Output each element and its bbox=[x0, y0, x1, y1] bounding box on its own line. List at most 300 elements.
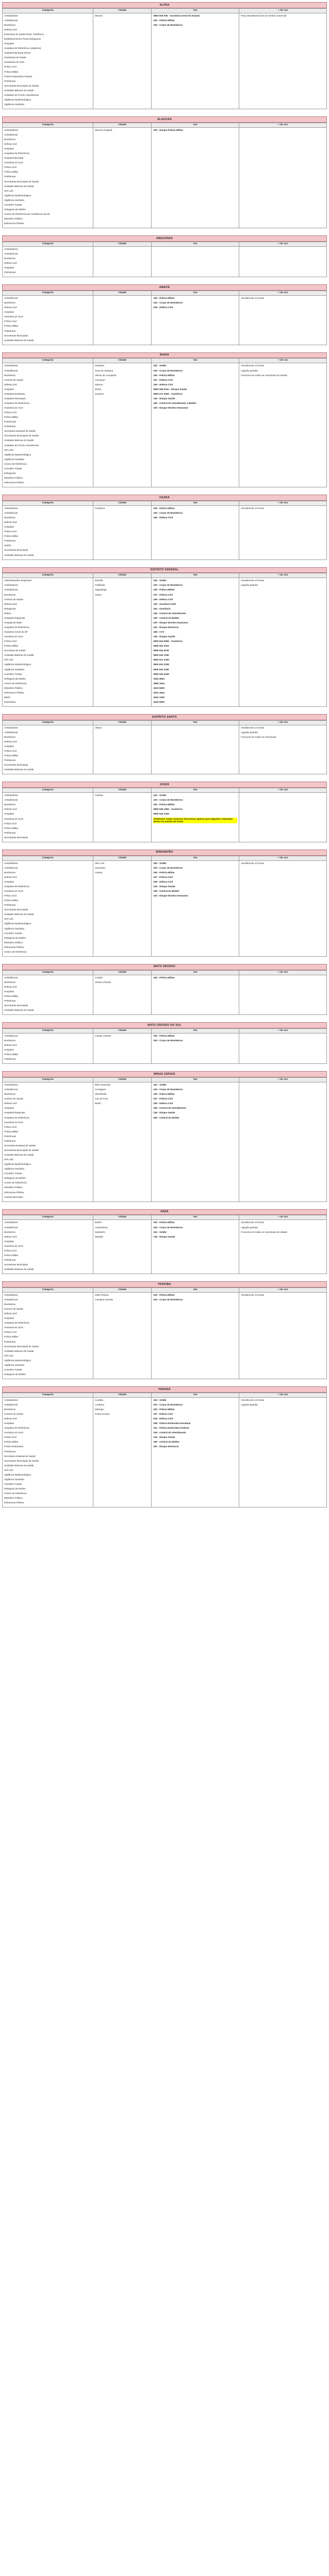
cell-line: Para atendimento fora do horário comercial bbox=[241, 14, 287, 17]
cell-line: Vigilância Epidemiológica bbox=[4, 453, 31, 456]
cell-line: 181 - Disque Denúncia bbox=[153, 1445, 179, 1448]
cell-line: Ambulatórios bbox=[4, 506, 18, 510]
cell-line: Cuiabá bbox=[95, 976, 103, 979]
cell-line: Unidades Básicas de Saúde bbox=[4, 768, 34, 771]
cell-line: Polícia Civil bbox=[4, 894, 17, 897]
cell-line: 191 - Polícia Rodoviária Federal bbox=[153, 1427, 189, 1430]
extra-cell bbox=[239, 578, 327, 707]
cell-line: Defesa Civil bbox=[4, 143, 17, 145]
cell-line: Bombeiros bbox=[4, 257, 15, 260]
cell-line: ATENÇÃO: Estes números funcionam apenas para ligações realizadas dentro do estado de Goiás bbox=[153, 818, 237, 824]
cell-line: Secretaria de Saúde bbox=[4, 649, 26, 652]
voice-cell bbox=[152, 1220, 239, 1274]
cell-line: Vigilância Epidemiológica bbox=[4, 663, 31, 666]
cell-line: Prefeituras bbox=[4, 329, 16, 332]
cell-line: Bombeiros bbox=[4, 301, 15, 304]
cell-line: Hospitais de Referência bbox=[4, 625, 29, 629]
cell-line: Polícia Rodoviária Federal bbox=[4, 75, 32, 78]
column-header: + de voz bbox=[239, 1028, 327, 1033]
cell-line: Ouvidorias do SUS bbox=[4, 61, 25, 64]
column-header: + de voz bbox=[239, 970, 327, 975]
cell-line: 193 - Corpo de Bombeiros bbox=[153, 369, 183, 372]
cell-line: Ambulatórios bbox=[4, 1293, 18, 1296]
header-row bbox=[3, 123, 327, 127]
state-title: MATO GROSSO bbox=[2, 964, 327, 970]
table-row bbox=[3, 246, 327, 277]
cell-line: 197 - Polícia Civil bbox=[153, 1097, 173, 1100]
column-header: Voz bbox=[152, 242, 239, 246]
cell-line: Belém bbox=[95, 1221, 102, 1224]
cell-line: Ambulâncias bbox=[4, 1088, 18, 1091]
state-title: MINAS GERAIS bbox=[2, 1071, 327, 1077]
state-title: GOIÁS bbox=[2, 782, 327, 788]
column-header: + de voz bbox=[239, 1287, 327, 1292]
state-section bbox=[2, 2, 327, 109]
column-header: + de voz bbox=[239, 856, 327, 860]
cell-line: Hospitais Estaduais bbox=[4, 392, 25, 395]
cell-line: Delegacia da Mulher bbox=[4, 1177, 26, 1180]
cell-line: Bombeiros bbox=[4, 593, 15, 596]
cell-line: Defesa Civil bbox=[4, 985, 17, 988]
cell-line: 190 - Polícia Militar bbox=[153, 1408, 175, 1411]
cell-line: Ouvidoria do SUS bbox=[4, 406, 23, 410]
cell-line: 180 - Central da Mulher bbox=[153, 1116, 179, 1119]
cell-line: Centros de Saúde bbox=[4, 598, 24, 601]
extra-cell bbox=[239, 725, 327, 774]
header-row bbox=[3, 359, 327, 363]
column-header: Categoria bbox=[3, 8, 93, 13]
cell-line: 190 - Polícia Militar bbox=[153, 1293, 175, 1296]
column-header: Categoria bbox=[3, 573, 93, 578]
cities-cell bbox=[93, 1033, 152, 1063]
cell-line: Bombeiros bbox=[4, 803, 15, 806]
cell-line: 190 - Disque Polícia Militar bbox=[153, 128, 184, 131]
cell-line: Prefeituras bbox=[4, 759, 16, 762]
cell-line: Prefeituras bbox=[4, 999, 16, 1002]
state-table bbox=[2, 291, 327, 345]
cell-line: Hospitais bbox=[4, 812, 14, 816]
cell-line: 156 - Central de Atendimento bbox=[153, 612, 186, 615]
state-table bbox=[2, 1077, 327, 1202]
cell-line: Delegacias bbox=[4, 471, 16, 474]
cell-line: Ambulâncias bbox=[4, 133, 18, 136]
cell-line: Polícia Civil bbox=[4, 166, 17, 169]
cell-line: 3225 5000 bbox=[153, 700, 165, 703]
cell-line: 199 - Defesa Civil bbox=[153, 598, 173, 601]
state-table bbox=[2, 123, 327, 228]
cell-line: Prefeituras bbox=[4, 175, 16, 178]
table-row bbox=[3, 1220, 327, 1274]
cell-line: Polícia Militar bbox=[4, 994, 19, 997]
column-header: + de voz bbox=[239, 1215, 327, 1220]
cell-line: Prefeituras bbox=[4, 79, 16, 82]
cell-line: Defesa Civil bbox=[4, 1102, 17, 1105]
cell-line: Centro de Referência de Assistência Social bbox=[4, 212, 50, 215]
cell-line: Vigilância Sanitária bbox=[4, 198, 24, 201]
cell-line: Centro de Referência bbox=[4, 1492, 27, 1495]
column-header: Voz bbox=[152, 1077, 239, 1082]
cities-cell bbox=[93, 1397, 152, 1507]
extra-cell bbox=[239, 1220, 327, 1274]
state-table bbox=[2, 501, 327, 560]
categories-cell bbox=[3, 860, 93, 956]
extra-cell bbox=[239, 363, 327, 487]
cell-line: Brasília bbox=[95, 579, 103, 582]
cell-line: Hospitais de Referência bbox=[4, 1116, 29, 1119]
extra-cell bbox=[239, 1397, 327, 1507]
cell-line: Polícia Militar bbox=[4, 826, 19, 829]
cell-line: Secretarias Municipais bbox=[4, 836, 28, 839]
cell-line: Ambulâncias bbox=[4, 1034, 18, 1037]
cell-line: Polícia Civil bbox=[4, 320, 17, 323]
cell-line: 136 - Disque Saúde bbox=[153, 1436, 175, 1439]
column-header: Voz bbox=[152, 1028, 239, 1033]
cell-line: Ambulatórios bbox=[4, 364, 18, 367]
cell-line: Vigilância Epidemiológica bbox=[4, 1163, 31, 1166]
cell-line: 192 - SAMU bbox=[153, 1398, 167, 1401]
state-table bbox=[2, 1215, 327, 1274]
cell-line: Delegacia da Mulher bbox=[4, 936, 26, 939]
state-title: ALAGOAS bbox=[2, 116, 327, 123]
cell-line: Secretaria Estadual de Saúde bbox=[4, 430, 36, 433]
cell-line: Secretarias Municipais bbox=[4, 549, 28, 552]
cell-line: 0800 644 0190 bbox=[153, 672, 169, 675]
categories-cell bbox=[3, 793, 93, 842]
cell-line: Polícia Civil bbox=[4, 822, 17, 825]
cell-line: 180 - Central da Mulher bbox=[153, 616, 179, 619]
state-title: DISTRITO FEDERAL bbox=[2, 567, 327, 573]
cell-line: Defesa Civil bbox=[4, 740, 17, 743]
extra-cell bbox=[239, 1082, 327, 1202]
cell-line: Prefeituras bbox=[4, 1139, 16, 1142]
extra-cell bbox=[239, 13, 327, 109]
cell-line: 0800 061 0101 bbox=[153, 645, 169, 648]
cell-line: Polícia Militar bbox=[4, 325, 19, 328]
column-header: Categoria bbox=[3, 1393, 93, 1397]
cell-line: 0800 642 1190 bbox=[153, 668, 169, 671]
cell-line: Maceió bbox=[95, 14, 103, 17]
cell-line: Bombeiros bbox=[4, 1408, 15, 1411]
state-title: AMAZONAS bbox=[2, 235, 327, 242]
cell-line: Juazeiro bbox=[95, 392, 104, 395]
voice-cell bbox=[152, 1033, 239, 1063]
cell-line: 180 - Central de Atendimento à Mulher bbox=[153, 401, 196, 404]
cell-line: Caxias bbox=[95, 871, 103, 874]
cell-line: Centros de Saúde bbox=[4, 1413, 24, 1415]
categories-cell bbox=[3, 578, 93, 707]
cell-line: Hospitais Municipais bbox=[4, 397, 26, 400]
state-table bbox=[2, 788, 327, 842]
extra-cell bbox=[239, 1033, 327, 1063]
voice-cell bbox=[152, 127, 239, 228]
cell-line: 0800 642 9191 bbox=[153, 649, 169, 652]
cell-line: Hospitais Regionais bbox=[4, 1111, 25, 1114]
cities-cell bbox=[93, 13, 152, 109]
state-section bbox=[2, 567, 327, 707]
cell-line: Ministério Público bbox=[4, 217, 23, 220]
cell-line: Ambulâncias bbox=[4, 731, 18, 734]
cell-line: Hospitais bbox=[4, 266, 14, 269]
cell-line: Bombeiros bbox=[4, 980, 15, 984]
cell-line: Secretarias Municipais de Saúde bbox=[4, 180, 39, 183]
cell-line: Unidades Básicas de Saúde bbox=[4, 553, 34, 556]
header-row bbox=[3, 1028, 327, 1033]
voice-cell bbox=[152, 13, 239, 109]
cell-line: Atendimento 24 horas bbox=[241, 364, 265, 367]
cell-line: Conselho Tutelar bbox=[4, 203, 22, 206]
cell-line: 156 - Central de Atendimento bbox=[153, 1431, 186, 1434]
cell-line: Defensoria Pública bbox=[4, 691, 24, 694]
column-header: + de voz bbox=[239, 291, 327, 295]
categories-cell bbox=[3, 725, 93, 774]
cell-line: Ambulâncias bbox=[4, 1226, 18, 1229]
cell-line: Ambulatórios bbox=[4, 1221, 18, 1224]
state-section bbox=[2, 352, 327, 487]
cell-line: Prefeituras bbox=[4, 1340, 16, 1343]
state-table bbox=[2, 1393, 327, 1508]
voice-cell bbox=[152, 975, 239, 1015]
cell-line: Prefeituras bbox=[4, 425, 16, 428]
cell-line: 180 - Central da Mulher bbox=[153, 890, 179, 892]
categories-cell bbox=[3, 296, 93, 345]
extra-cell bbox=[239, 296, 327, 345]
cell-line: Hospital Municipal bbox=[4, 157, 24, 160]
cell-line: Secretarias Municipais de Saúde bbox=[4, 84, 39, 87]
cell-line: Vigilância Sanitária bbox=[4, 1363, 24, 1366]
cell-line: Vigilância Sanitária bbox=[4, 1478, 24, 1481]
cell-line: Conselho Tutelar bbox=[4, 672, 22, 675]
column-header: Cidade bbox=[93, 1393, 152, 1397]
cell-line: Contagem bbox=[95, 1088, 106, 1091]
state-table bbox=[2, 8, 327, 109]
cell-line: Unidades Básicas de Saúde bbox=[4, 439, 34, 442]
cell-line: 197 - Polícia Civil bbox=[153, 1413, 173, 1415]
column-header: Cidade bbox=[93, 501, 152, 505]
cell-line: Juiz de Fora bbox=[95, 1097, 108, 1100]
extra-cell bbox=[239, 1292, 327, 1379]
cell-line: Secretarias Municipais de Saúde bbox=[4, 434, 39, 437]
categories-cell bbox=[3, 505, 93, 560]
cell-line: Defensoria Pública bbox=[4, 1501, 24, 1504]
cell-line: 190 - Polícia Militar bbox=[153, 1221, 175, 1224]
cell-line: Defesa Civil bbox=[4, 1044, 17, 1047]
extra-cell bbox=[239, 246, 327, 277]
cell-line: Ilhéus bbox=[95, 387, 102, 391]
cell-line: Camaçari bbox=[95, 378, 105, 381]
cell-line: Ligação gratuita bbox=[241, 369, 258, 372]
column-header: Categoria bbox=[3, 242, 93, 246]
cell-line: UPA 24h bbox=[4, 658, 13, 662]
cell-line: 193 - Corpo de Bombeiros bbox=[153, 23, 183, 26]
cell-line: 199 - Defesa Civil bbox=[153, 1417, 173, 1420]
cell-line: Ambulatórios bbox=[4, 861, 18, 865]
cell-line: Unidades Básicas de Saúde bbox=[4, 1154, 34, 1157]
extra-cell bbox=[239, 505, 327, 560]
cell-line: Delegacia da Mulher bbox=[4, 1487, 26, 1490]
state-section bbox=[2, 850, 327, 957]
table-row bbox=[3, 1397, 327, 1507]
cell-line: Hospitais bbox=[4, 745, 14, 748]
cell-line: 3905 1515 bbox=[153, 682, 165, 685]
column-header: Cidade bbox=[93, 1287, 152, 1292]
cell-line: Bombeiros bbox=[4, 1303, 15, 1306]
cell-line: 198 - Polícia Rodoviária Estadual bbox=[153, 1422, 191, 1425]
cell-line: Defesa Civil bbox=[4, 383, 17, 386]
cell-line: Ambulâncias bbox=[4, 588, 18, 591]
cell-line: Fortaleza bbox=[95, 506, 105, 510]
extra-cell bbox=[239, 860, 327, 956]
cell-line: 190 - Polícia Militar bbox=[153, 1093, 175, 1096]
cell-line: Defesa Civil bbox=[4, 602, 17, 605]
cell-line: 193 - Corpo de Bombeiros bbox=[153, 1403, 183, 1406]
column-header: + de voz bbox=[239, 242, 327, 246]
cell-line: Ouvidoria do SUS bbox=[4, 817, 23, 820]
cell-line: Polícia Militar bbox=[4, 899, 19, 902]
column-header: + de voz bbox=[239, 1077, 327, 1082]
cell-line: Ouvidoria do SUS bbox=[4, 1244, 23, 1247]
extra-cell bbox=[239, 975, 327, 1015]
cell-line: Hospitais bbox=[4, 1317, 14, 1320]
state-title: PARÁ bbox=[2, 1209, 327, 1215]
cell-line: Defesa Civil bbox=[4, 28, 17, 31]
cell-line: Detran bbox=[4, 612, 11, 615]
cell-line: 100 - Disque Direitos Humanos bbox=[153, 406, 188, 410]
header-row bbox=[3, 970, 327, 975]
cell-line: Defesa Civil bbox=[4, 1235, 17, 1238]
cell-line: Hospitais bbox=[4, 526, 14, 529]
cell-line: 192 - SAMU bbox=[153, 1230, 167, 1233]
cell-line: Policlínicas bbox=[4, 1134, 16, 1138]
categories-cell bbox=[3, 1220, 93, 1274]
cell-line: Prefeituras bbox=[4, 539, 16, 543]
cell-line: Centro de Referência bbox=[4, 950, 27, 953]
state-title: MARANHÃO bbox=[2, 850, 327, 856]
cell-line: UPA 24h bbox=[4, 918, 13, 921]
state-section bbox=[2, 1386, 327, 1507]
cell-line: Hospitais bbox=[4, 1048, 14, 1052]
cell-line: 193 - Corpo de Bombeiros bbox=[153, 1226, 183, 1229]
categories-cell bbox=[3, 246, 93, 277]
cell-line: Ligação gratuita bbox=[241, 1403, 258, 1406]
column-header: Cidade bbox=[93, 242, 152, 246]
column-header: Categoria bbox=[3, 359, 93, 363]
header-row bbox=[3, 1393, 327, 1397]
cell-line: Ambulatórios bbox=[4, 1398, 18, 1401]
cell-line: Defesa Civil bbox=[4, 1417, 17, 1420]
cell-line: Secretarias Municipais de Saúde bbox=[4, 1148, 39, 1151]
cell-line: Unidades Básicas de Saúde bbox=[4, 913, 34, 916]
cell-line: 197 - Polícia Civil bbox=[153, 593, 173, 596]
state-section bbox=[2, 235, 327, 277]
cell-line: 136 - Disque Saúde bbox=[153, 397, 175, 400]
cell-line: 193 - Corpo de Bombeiros bbox=[153, 584, 183, 587]
cell-line: Taguatinga bbox=[95, 588, 107, 591]
cell-line: 190 - Polícia Militar bbox=[153, 374, 175, 377]
cell-line: Ministério Público bbox=[4, 686, 23, 689]
column-header: Categoria bbox=[3, 1028, 93, 1033]
table-row bbox=[3, 975, 327, 1015]
column-header: Categoria bbox=[3, 291, 93, 295]
column-header: Cidade bbox=[93, 1077, 152, 1082]
state-section bbox=[2, 714, 327, 774]
cell-line: Prefeituras bbox=[4, 1258, 16, 1261]
cell-line: Unidades Básicas de Saúde bbox=[4, 1349, 34, 1352]
state-table bbox=[2, 720, 327, 775]
cell-line: Salvador bbox=[95, 364, 105, 367]
cell-line: Vigilância Sanitária bbox=[4, 927, 24, 930]
cell-line: 0800 071 5353 - Ouvidoria bbox=[153, 392, 183, 395]
cell-line: 192 - SAMU bbox=[153, 1083, 167, 1087]
header-row bbox=[3, 1287, 327, 1292]
cell-line: Ambulatórios bbox=[4, 14, 18, 17]
cell-line: Policlínicas bbox=[4, 420, 16, 423]
cell-line: 193 - Corpo de Bombeiros bbox=[153, 1298, 183, 1301]
cities-cell bbox=[93, 246, 152, 277]
cell-line: Delegacia da Mulher bbox=[4, 677, 26, 680]
cell-line: Polícia Militar bbox=[4, 1053, 19, 1056]
voice-cell bbox=[152, 296, 239, 345]
table-row bbox=[3, 127, 327, 228]
state-section bbox=[2, 495, 327, 560]
header-row bbox=[3, 8, 327, 13]
cell-line: Defensoria Pública bbox=[4, 1191, 24, 1194]
cell-line: Empresas de Saúde Desp. Telefônica bbox=[4, 33, 44, 36]
state-table bbox=[2, 970, 327, 1015]
cities-cell bbox=[93, 127, 152, 228]
cell-line: Bombeiros bbox=[4, 735, 15, 738]
cell-line: Marabá bbox=[95, 1235, 103, 1238]
cell-line: 192 - SAMU bbox=[153, 579, 167, 582]
cell-line: Bombeiros bbox=[4, 1039, 15, 1042]
cell-line: Unidades de Pronto Atendimento bbox=[4, 93, 39, 96]
cell-line: Vigilância Epidemiológica bbox=[4, 1359, 31, 1362]
column-header: Categoria bbox=[3, 123, 93, 127]
cell-line: Polícia Militar bbox=[4, 1335, 19, 1338]
column-header: + de voz bbox=[239, 1393, 327, 1397]
cell-line: Ambulâncias bbox=[4, 799, 18, 802]
column-header: Cidade bbox=[93, 788, 152, 793]
column-header: Cidade bbox=[93, 856, 152, 860]
voice-cell bbox=[152, 363, 239, 487]
cell-line: 192 - SAMU bbox=[153, 364, 167, 367]
cell-line: Polícia Militar bbox=[4, 1440, 19, 1444]
cell-line: Saúde bbox=[4, 544, 11, 547]
cell-line: 188 - CVV bbox=[153, 631, 164, 634]
cell-line: Ceilândia bbox=[95, 584, 105, 587]
cell-line: Prefeituras bbox=[4, 1450, 16, 1453]
cell-line: 0800 000 000 - Ouvidoria Geral do Estado bbox=[153, 14, 200, 17]
cell-line: Unidades Básicas de Saúde bbox=[4, 1268, 34, 1271]
cell-line: Hospitais bbox=[4, 1422, 14, 1425]
cell-line: UPA 24h bbox=[4, 189, 13, 192]
state-section bbox=[2, 1281, 327, 1379]
document bbox=[2, 2, 327, 1507]
cell-line: Unidades Básicas de Saúde bbox=[4, 338, 34, 342]
cell-line: Vigilância Sanitária bbox=[4, 103, 24, 106]
cities-cell bbox=[93, 860, 152, 956]
cell-line: UPA 24h bbox=[4, 1354, 13, 1357]
categories-cell bbox=[3, 975, 93, 1015]
cell-line: Delegacia da Mulher bbox=[4, 1372, 26, 1376]
cell-line: Defensoria Pública bbox=[4, 945, 24, 948]
cell-line: Ambulatórios bbox=[4, 794, 18, 797]
cell-line: Hospitais de Referência bbox=[4, 401, 29, 404]
extra-cell bbox=[239, 127, 327, 228]
cell-line: Ministério Público bbox=[4, 1497, 23, 1500]
cell-line: Bombeiros bbox=[4, 516, 15, 519]
cell-line: Polícia Militar bbox=[4, 416, 19, 419]
cell-line: Atendimento 24 horas bbox=[241, 297, 265, 300]
